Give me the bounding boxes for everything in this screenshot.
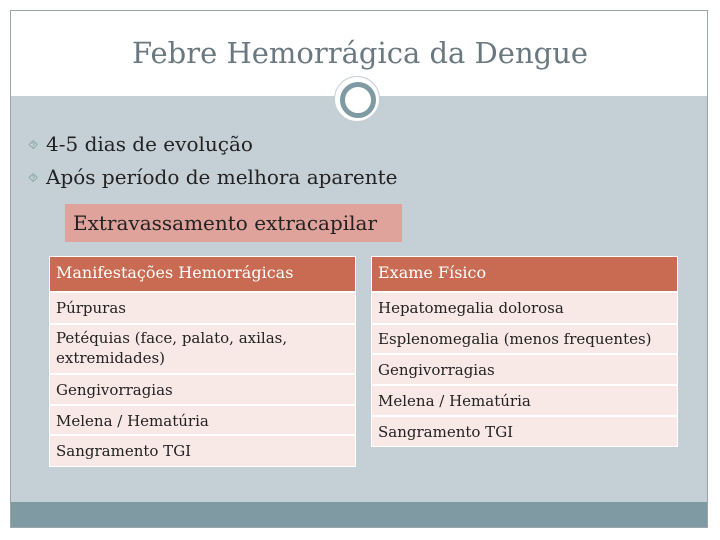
bullet-text: Após período de melhora aparente — [46, 165, 398, 189]
table-row: Petéquias (face, palato, axilas, extremidades) — [49, 324, 356, 374]
table-row: Gengivorragias — [371, 354, 678, 385]
table-row: Esplenomegalia (menos frequentes) — [371, 324, 678, 354]
table-row: Gengivorragias — [49, 374, 356, 405]
table-row: Hepatomegalia dolorosa — [371, 292, 678, 324]
callout-box: Extravassamento extracapilar — [65, 204, 402, 242]
table-row: Sangramento TGI — [49, 435, 356, 467]
table-row: Melena / Hematúria — [49, 405, 356, 435]
table-row: Púrpuras — [49, 292, 356, 324]
bullet-item-2 — [28, 165, 398, 189]
bullet-arrow-icon: ⯑ — [28, 171, 39, 186]
bullet-arrow-icon: ⯑ — [28, 138, 39, 153]
table-left-header: Manifestações Hemorrágicas — [49, 256, 356, 292]
bullet-text: 4-5 dias de evolução — [46, 132, 253, 156]
table-right-header: Exame Físico — [371, 256, 678, 292]
table-row: Sangramento TGI — [371, 416, 678, 447]
bullet-item-1 — [28, 132, 253, 156]
bottom-bar — [11, 502, 707, 527]
table-row: Melena / Hematúria — [371, 385, 678, 416]
ring-icon — [334, 76, 380, 122]
slide-title: Febre Hemorrágica da Dengue — [131, 36, 589, 70]
